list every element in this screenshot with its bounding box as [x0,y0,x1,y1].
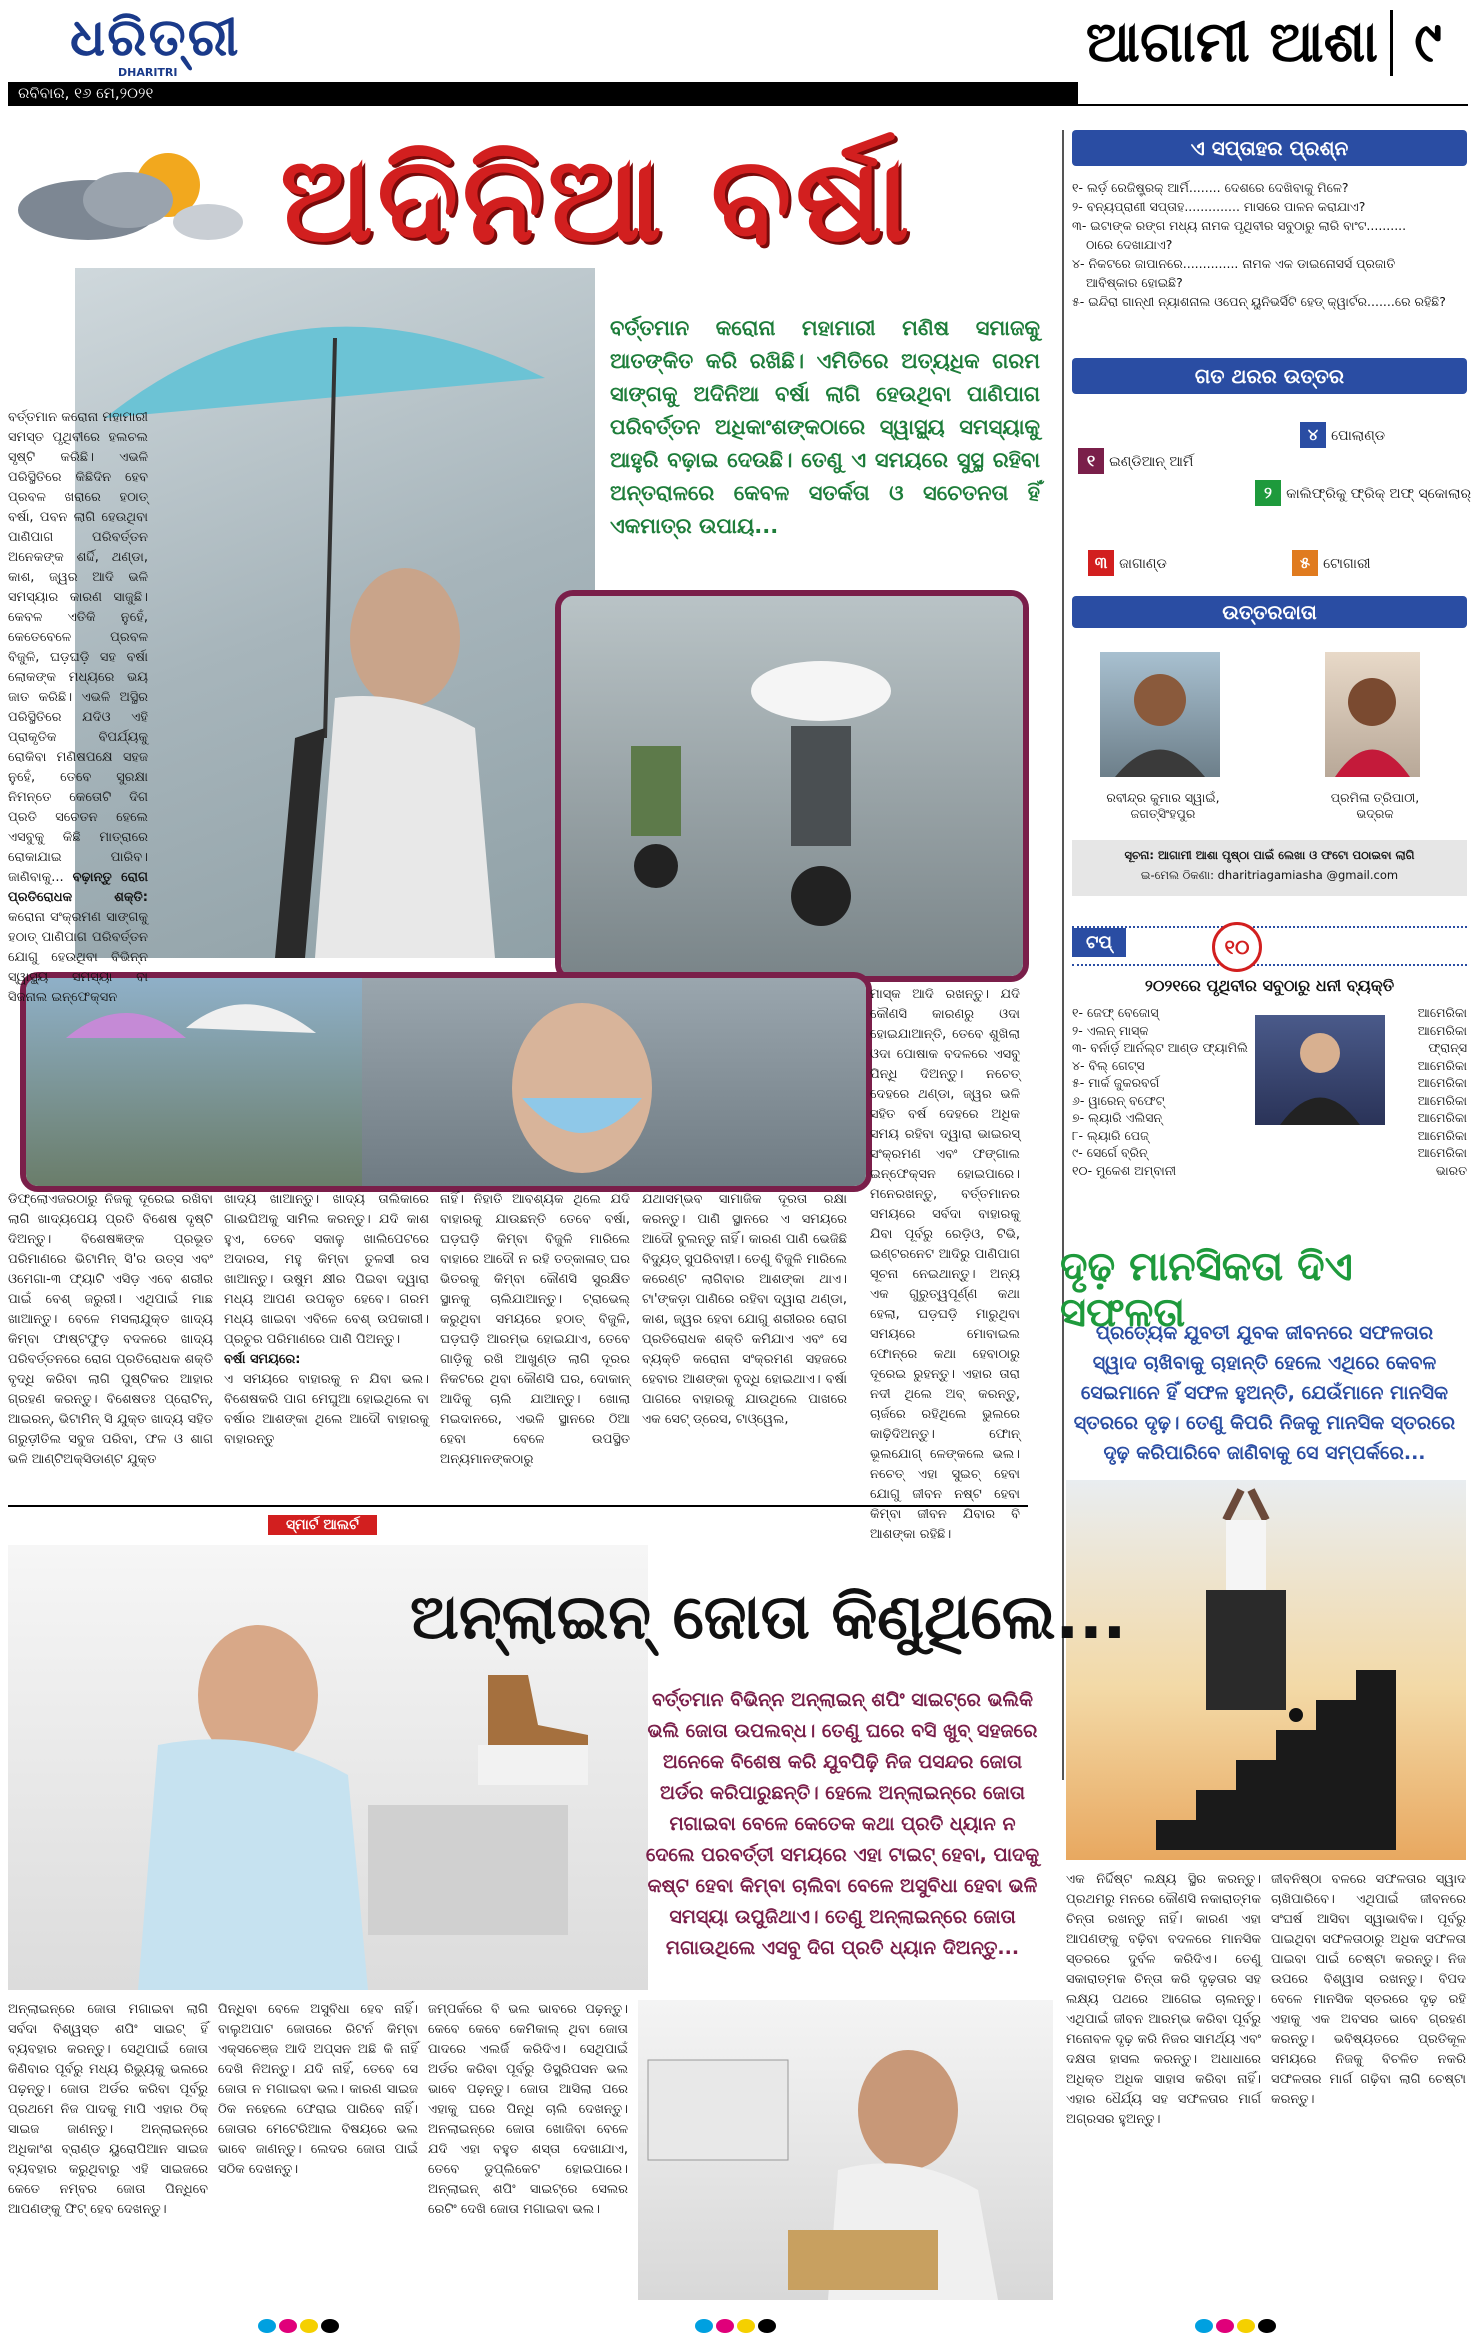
registration-marks [695,2318,779,2337]
top10-row: ୭- ଲ୍ୟାରି ଏଲିସନ୍ ଆମେରିକା [1072,1110,1467,1125]
quiz-item: ୧- ଲର୍ଡ଼ ରେଜିଷ୍ଟ୍ରକ୍ ଆର୍ମି........ ଦେଶରେ ଦେଖିବାକୁ ମିଳେ? [1072,180,1349,195]
top10-row: ୮- ଲ୍ୟାରି ପେଜ୍ ଆମେରିକା [1072,1127,1467,1143]
answer-item [1255,480,1471,506]
photo-people-umbrellas [26,978,362,1186]
answer-text: ଟୋଗାରୀ [1323,556,1371,572]
quiz-title: ଏ ସପ୍ତାହର ପ୍ରଶ୍ନ [1072,130,1467,166]
success-headline: ଦୃଢ଼ ମାନସିକତା ଦିଏ ସଫଳତା [1060,1244,1353,1336]
answer-number: ୧ [1078,448,1104,474]
lead-left-subtext: କରୋନା ସଂକ୍ରମଣ ସାଙ୍ଗକୁ ହଠାତ୍ ପାଣିପାଗ ପରିବର୍ତ୍ତନ ଯୋଗୁ ହେଉଥିବା ବିଭିନ୍ନ ସ୍ୱାସ୍ଥ୍ୟ ସମସ୍ୟା ବା ସିଜନାଲ ଇନ୍‌ଫେକ୍ସନ [8,910,148,1005]
lead-col-b-tail: ଏ ସମୟରେ ବାହାରକୁ ନ ଯିବା ଭଲ। ବିଶେଷକରି ପାଗ ମେଘୁଆ ହୋଇଥିଲେ ବା ବର୍ଷାର ଆଶଙ୍କା ଥିଲେ ଆଦୌ ବାହାରକୁ ବାହାରନ୍ତୁ [224,1372,429,1447]
shoes-col-3: ଜମ୍ପର୍କରେ ବି ଭଲ ଭାବରେ ପଢ଼ନ୍ତୁ। କେବେ କେବେ କେମିକାଲ୍ ଥିବା ଜୋତା ପାଦରେ ଏଲର୍ଜି କରିଦିଏ। ସେଥିପାଇଁ ଅର୍ଡର କରିବା ପୂର୍ବରୁ ଡିସ୍କ୍ରିପସନ ଭଲ ଭାବେ ପଢ଼ନ୍ତୁ। ଜୋତା ଆସିଲା ପରେ ଏହାକୁ ଘରେ ପିନ୍ଧି ଚାଲି ଦେଖନ୍ତୁ। ଅନଲାଇନ୍‌ରେ ଜୋତା ଖୋଜିବା ବେଳେ ଯଦି ଏହା ବହୁତ ଶସ୍ତା ଦେଖାଯାଏ, ତେବେ ଡୁପ୍ଲିକେଟ ହୋଇପାରେ। ଅନ୍‌ଲାଇନ୍ ଶପିଂ ସାଇଟ୍‌ରେ ସେଲର ରେଟିଂ ଦେଖି ଜୋତା ମଗାଇବା ଭଲ। [428,2002,628,2217]
sidebar-divider [1062,130,1064,1780]
responder-caption [1295,790,1455,822]
shoe-box-illustration [638,2000,1053,2300]
note-text: ସୂଚନା: ଆଗାମୀ ଆଶା ପୃଷ୍ଠା ପାଇଁ ଲେଖା ଓ ଫଟୋ ପଠାଇବା ଲାଗି [1124,848,1415,862]
person-avatar-icon [1325,652,1420,777]
answer-text: କାଲିଫ୍ରିକୁ ଫ୍ରିକ୍ ଅଫ୍ ସ୍କୋଲାର୍ [1286,486,1472,502]
success-intro: ପ୍ରତ୍ୟେକ ଯୁବତୀ ଯୁବକ ଜୀବନରେ ସଫଳତାର ସ୍ୱାଦ ଚାଖିବାକୁ ଚାହାନ୍ତି ହେଲେ ଏଥିରେ କେବଳ ସେଇମାନେ ହିଁ ସଫଳ ହୁଅନ୍ତି, ଯେଉଁମାନେ ମାନସିକ ସ୍ତରରେ ଦୃଢ଼। ତେଣୁ କିପରି ନିଜକୁ ମାନସିକ ସ୍ତରରେ ଦୃଢ଼ କରିପାରିବେ ଜାଣିବାକୁ ସେ ସମ୍ପର୍କରେ... [1073,1322,1456,1464]
answer-text: ପୋଲାଣ୍ଡ [1331,428,1386,444]
lead-left-subhead: ବଢ଼ାନ୍ତୁ ରୋଗ ପ୍ରତିରୋଧକ ଶକ୍ତି: [8,870,148,905]
answer-text: ଜାଗାଣ୍ଡ [1119,556,1167,572]
lead-col-d: ଯଥାସମ୍ଭବ ସାମାଜିକ ଦୂରତା ରକ୍ଷା କରନ୍ତୁ। ପାଣି ସ୍ଥାନରେ ଏ ସମୟରେ ଆଦୌ ବୁଲନ୍ତୁ ନାହିଁ। କାରଣ ପାଣି ଭେଜିଛି ବିଦ୍ୟୁତ୍ ସୁପରିବାହୀ। ତେଣୁ ବିଜୁଳି ମାରିଲେ କରେଣ୍ଟ ଲାଗିବାର ଆଶଙ୍କା ଥାଏ। ଟା'ଙ୍କଡ଼ା ପାଣିରେ ରହିବା ଦ୍ୱାରା ଥଣ୍ଡା, କାଶ, ଜ୍ୱର ହେବା ଯୋଗୁ ଶରୀରର ରୋଗ ପ୍ରତିରୋଧକ ଶକ୍ତି କମିଯାଏ ଏବଂ ସେ ବ୍ୟକ୍ତି କରୋନା ସଂକ୍ରମଣ ସହଜରେ ହେବାର ଆଶଙ୍କା ବୃଦ୍ଧି ହୋଇଥାଏ। ବର୍ଷା ପାଗରେ ବାହାରକୁ ଯାଉଥିଲେ ପାଖରେ ଏକ ସେଟ୍ ଡ୍ରେସ, ଟାଓ୍ୱେଲ, [642,1192,847,1427]
lead-intro: ବର୍ତ୍ତମାନ କରୋନା ମହାମାରୀ ମଣିଷ ସମାଜକୁ ଆତଙ୍କିତ କରି ରଖିଛି। ଏମିତିରେ ଅତ୍ୟଧିକ ଗରମ ସାଙ୍ଗକୁ ଅଦିନିଆ ବର୍ଷା ଲାଗି ହେଉଥିବା ପାଣିପାଗ ପରିବର୍ତ୍ତନ ଅଧିକାଂଶଙ୍କଠାରେ ସ୍ୱାସ୍ଥ୍ୟ ସମସ୍ୟାକୁ ଆହୁରି ବଢ଼ାଇ ଦେଉଛି। ତେଣୁ ଏ ସମୟରେ ସୁସ୍ଥ ରହିବା ଅନ୍ତରାଳରେ କେବଳ ସତର୍କତା ଓ ସଚେତନତା ହିଁ ଏକମାତ୍ର ଉପାୟ... [610,316,1040,538]
page-number: ୯ [1390,10,1463,76]
section-title: ଆଗାମୀ ଆଶା [1085,10,1378,75]
top10-row: ୧- ଜେଫ୍ ବେଜୋସ୍ ଆମେରିକା [1072,1005,1467,1020]
lead-left-column [8,408,148,1008]
quiz-item: ୫- ଇନ୍ଦିରା ଗାନ୍ଧୀ ନ୍ୟାଶନାଲ ଓପେନ୍ ୟୁନିଭର୍ସିଟି ହେଡ୍ କ୍ୱାର୍ଟର.......ରେ ରହିଛି? [1072,294,1446,309]
answer-number: ୨ [1255,480,1281,506]
answer-text: ଇଣ୍ଡିଆନ୍ ଆର୍ମି [1109,454,1194,470]
success-col-2: ଜୀବନିଷ୍ଠା ବଳରେ ସଫଳତାର ସ୍ୱାଦ ଚାଖିପାରିବେ। ଏଥିପାଇଁ ଜୀବନରେ ସଂଘର୍ଷ ଆସିବା ସ୍ୱାଭାବିକ। ପୂର୍ବରୁ ପାଇଥିବା ସଫଳତାଠାରୁ ଅଧିକ ସଫଳତା ପାଇବା ପାଇଁ ଚେଷ୍ଟା କରନ୍ତୁ। ନିଜ ଉପରେ ବିଶ୍ୱାସ ରଖନ୍ତୁ। ବିପଦ ବେଳେ ମାନସିକ ସ୍ତରରେ ଦୃଢ଼ ରହି ଏହାକୁ ଏକ ଅବସର ଭାବେ ଗ୍ରହଣ କରନ୍ତୁ। ଭବିଷ୍ୟତରେ ପ୍ରତିକୂଳ ସମୟରେ ନିଜକୁ ବିଚଳିତ ନକରି ସଫଳତାର ମାର୍ଗ ଗଢ଼ିବା ଲାଗି ଚେଷ୍ଟା କରନ୍ତୁ। [1271,1872,1466,2107]
shoes-headline: ଅନ୍‌ଲାଇନ୍ ଜୋତା କିଣୁଥିଲେ... [410,1580,1127,1653]
responders-title: ଉତ୍ତରଦାତା [1072,596,1467,628]
top10-title: ୨୦୨୧ରେ ପୃଥିବୀର ସବୁଠାରୁ ଧନୀ ବ୍ୟକ୍ତି [1144,976,1395,995]
quiz-item: ୨- ବନ୍ୟପ୍ରାଣୀ ସପ୍ତାହ.............. ମାସରେ ପାଳନ କରାଯାଏ? [1072,199,1366,214]
lead-col-c: ନାହିଁ। ନିହାତି ଆବଶ୍ୟକ ଥିଲେ ଯଦି ବାହାରକୁ ଯାଉଛନ୍ତି ତେବେ ବର୍ଷା, ଘଡ଼ଘଡ଼ି କିମ୍ବା ବିଜୁଳି ମାରିଲେ ବାହାରେ ଆଦୌ ନ ରହି ତତ୍କାଳାତ୍ ଘର ଭିତରକୁ କିମ୍ବା କୌଣସି ସୁରକ୍ଷିତ ସ୍ଥାନକୁ ଚାଲିଯାଆନ୍ତୁ। ଟ୍ରାଭେଲ୍ କରୁଥିବା ସମୟରେ ହଠାତ୍ ବିଜୁଳି, ଘଡ଼ଘଡ଼ି ଆରମ୍ଭ ହୋଇଯାଏ, ତେବେ ଗାଡ଼ିକୁ ରଖି ଆଖୁଣ୍ଡ ଲାଗି ଦୂରର ନିକଟରେ ଥିବା କୌଣସି ଘର, ଦୋକାନ୍ ଆଦିକୁ ଚାଲି ଯାଆନ୍ତୁ। ଖୋଲା ମଇଦାନରେ, ଏଭଳି ସ୍ଥାନରେ ଠିଆ ହେବା ବେଳେ ଉପସ୍ଥିତ ଅନ୍ୟମାନଙ୍କଠାରୁ [440,1192,630,1467]
dateline: ରବିବାର, ୧୬ ମେ,୨୦୨୧ [8,82,1078,104]
top10-row: ୯- ସେର୍ଗେ ବ୍ରିନ୍ ଆମେରିକା [1072,1145,1467,1160]
masthead-rule [8,104,1468,106]
section-tag: ସ୍ମାର୍ଟ ଆଲର୍ଟ [268,1515,377,1535]
top10-row: ୬- ୱାରେନ୍ ବଫେଟ୍ ଆମେରିକା [1072,1092,1467,1108]
responder-photo [1325,652,1420,777]
photo-woman-umbrella [75,268,595,958]
photo-woman-shoe-box [638,2000,1053,2300]
lead-col-e: ମାସ୍କ ଆଦି ରଖନ୍ତୁ। ଯଦି କୌଣସି କାରଣରୁ ଓଦା ହୋଇଯାଆନ୍ତି, ତେବେ ଶୁଖିଲା ଓଦା ପୋଷାକ ବଦଳରେ ଏସବୁ ପିନ୍ଧି ଦିଅନ୍ତୁ। ନଚେତ୍ ଦେହରେ ଥଣ୍ଡା, ଜ୍ୱର ଭଳି ସହିତ ବର୍ଷ ଦେହରେ ଅଧିକ ସମୟ ରହିବା ଦ୍ୱାରା ଭାଇରସ୍ ସଂକ୍ରମଣ ଏବଂ ଫଙ୍ଗାଲ ଇନ୍‌ଫେକ୍ସନ ହୋଇପାରେ। ମନେରଖନ୍ତୁ, ବର୍ତ୍ତମାନର ସମୟରେ ସର୍ବଦା ବାହାରକୁ ଯିବା ପୂର୍ବରୁ ରେଡ଼ିଓ, ଟିଭି, ଇଣ୍ଟରନେଟ ଆଦିରୁ ପାଣିପାଗ ସୂଚନା ନେଇଥାନ୍ତୁ। ଅନ୍ୟ ଏକ ଗୁରୁତ୍ୱପୂର୍ଣ୍ଣ କଥା ହେଲା, ଘଡ଼ଘଡ଼ି ମାରୁଥିବା ସମୟରେ ମୋବାଇଲ ଫୋନ୍‌ରେ କଥା ହେବାଠାରୁ ଦୂରେଇ ରୁହନ୍ତୁ। ଏହାର ତାରା ନଦୀ ଥିଲେ ଅବ୍ କରନ୍ତୁ, ଚାର୍ଜରେ ରହିଥିଲେ ଭୁଲରେ କାଢ଼ିଦିଅନ୍ତୁ। ଫୋନ୍ ଭୂଲଯୋଗ୍ ଳେଙ୍କଲେ ଭଲ। ନଚେତ୍ ଏହା ସୁଇଚ୍ ହେବା ଯୋଗୁ ଜୀବନ ନଷ୍ଟ ହେବା କିମ୍ବା ଜୀବନ ଯିବାର ବି ଆଶଙ୍କା ରହିଛି। [870,987,1020,1542]
responder-photo [1100,652,1220,777]
lead-headline: ଅଦିନିଆ ବର୍ଷା [280,130,914,268]
answer-item [1292,550,1371,576]
person-avatar-icon [1100,652,1220,777]
top10-banner [1072,926,1467,966]
success-stairs-illustration [1066,1480,1466,1860]
note-email: ଇ-ମେଲ ଠିକଣା: dharitriagamiasha @gmail.com [1140,868,1399,882]
masked-man-illustration [362,978,862,1174]
submission-note [1072,840,1467,896]
section-divider [8,1505,1028,1507]
answers-title: ଗତ ଥରର ଉତ୍ତର [1072,358,1467,394]
answer-item [1300,422,1385,448]
answer-item [1078,448,1193,474]
answer-number: ୫ [1292,550,1318,576]
answer-number: ୪ [1300,422,1326,448]
motorbike-rider-illustration [561,596,1023,976]
newspaper-logo: ଧରିତ୍ରୀ [70,8,241,68]
registration-marks [1195,2318,1279,2337]
lead-col-b-subhead: ବର୍ଷା ସମୟରେ: [224,1352,301,1367]
success-col-1: ଏକ ନିର୍ଦ୍ଦିଷ୍ଟ ଲକ୍ଷ୍ୟ ସ୍ଥିର କରନ୍ତୁ। ପ୍ରଥମରୁ ମନରେ କୌଣସି ନକାରାତ୍ମକ ଚିନ୍ତା ରଖନ୍ତୁ ନାହିଁ। କାରଣ ଏହା ଆପଣଙ୍କୁ ବଢ଼ିବା ବଦଳରେ ମାନସିକ ସ୍ତରରେ ଦୁର୍ବଳ କରିଦିଏ। ତେଣୁ ସକାରାତ୍ମକ ଚିନ୍ତା କରି ଦୃଢ଼ତାର ସହ ଲକ୍ଷ୍ୟ ପଥରେ ଆଗେଇ ଚାଲନ୍ତୁ। ଏଥିପାଇଁ ଜୀବନ ଆରମ୍ଭ କରିବା ପୂର୍ବରୁ ମନୋବଳ ଦୃଢ଼ କରି ନିଜର ସାମର୍ଥ୍ୟ ଏବଂ ଦକ୍ଷତା ହାସଲ କରନ୍ତୁ। ଅଧାଧାରେ ଅଧିକ୍ତ ଅଧିକ ସାହାସ କରିବା ନାହିଁ। ଏହାର ଧୈର୍ଯ୍ୟ ସହ ସଫଳତାର ମାର୍ଗ ଅଗ୍ରସର ହୁଅନ୍ତୁ। [1066,1872,1261,2127]
photo-success-climb [1066,1480,1466,1860]
top10-label: ଟପ୍ [1072,928,1126,957]
top10-row: ୨- ଏଲନ୍ ମାସ୍କ ଆମେରିକା [1072,1022,1467,1038]
registration-marks [258,2318,342,2337]
quiz-item: ଆବିଷ୍କାର ହୋଇଛି? [1086,275,1183,290]
photo-frame-rain-street [555,590,1029,982]
photo-man-mask [362,978,866,1186]
responder-place: ଜଗତ୍‌ସିଂହପୁର [1130,806,1196,821]
quiz-list [1072,178,1467,311]
photo-rain-street [561,596,1023,976]
lead-col-b [224,1190,429,1450]
shoes-intro: ବର୍ତ୍ତମାନ ବିଭିନ୍ନ ଅନ୍‌ଲାଇନ୍ ଶପିଂ ସାଇଟ୍‌ରେ ଭଲିକି ଭଲି ଜୋତା ଉପଲବ୍ଧ। ତେଣୁ ଘରେ ବସି ଖୁବ୍ ସହଜରେ ଅନେକେ ବିଶେଷ କରି ଯୁବପିଢ଼ି ନିଜ ପସନ୍ଦର ଜୋତା ଅର୍ଡର କରିପାରୁଛନ୍ତି। ହେଲେ ଅନ୍‌ଲାଇନ୍‌ରେ ଜୋତା ମଗାଇବା ବେଳେ କେତେକ କଥା ପ୍ରତି ଧ୍ୟାନ ନ ଦେଲେ ପରବର୍ତ୍ତୀ ସମୟରେ ଏହା ଟାଇଟ୍ ହେବା, ପାଦକୁ କଷ୍ଟ ହେବା କିମ୍ବା ଚାଲିବା ବେଳେ ଅସୁବିଧା ହେବା ଭଳି ସମସ୍ୟା ଉପୁଜିଥାଏ। ତେଣୁ ଅନ୍‌ଲାଇନ୍‌ରେ ଜୋତା ମଗାଉଥିଲେ ଏସବୁ ଦିଗ ପ୍ରତି ଧ୍ୟାନ ଦିଅନ୍ତୁ... [645,1689,1040,1959]
top10-row: ୧୦- ମୁକେଶ ଅମ୍ବାନୀ ଭାରତ [1072,1162,1467,1178]
responder-caption [1078,790,1248,822]
top10-row: ୫- ମାର୍କ ଜୁକରବର୍ଗ ଆମେରିକା [1072,1075,1467,1090]
person-avatar-icon [1255,1015,1385,1125]
lead-col-a: ଡିଫ୍ଲୋଏଜରଠାରୁ ନିଜକୁ ଦୂରେଇ ରଖିବା ଲାଗି ଖାଦ୍ୟପେୟ ପ୍ରତି ବିଶେଷ ଦୃଷ୍ଟି ଦିଅନ୍ତୁ। ବିଶେଷଜ୍ଞଙ୍କ ପ୍ରଭୂତ ପରିମାଣରେ ଭିଟାମିନ୍ ସି'ର ଉତ୍ସ ଏବଂ ଓମେଗା-୩ ଫ୍ୟାଟି ଏସିଡ଼ ଏବେ ଶରୀର ପାଇଁ ବେଶ୍ ଜରୁରୀ। ଏଥିପାଇଁ ମାଛ ଖାଆନ୍ତୁ। ବେଳେ ମସଲାଯୁକ୍ତ ଖାଦ୍ୟ କିମ୍ବା ଫାଷ୍ଟଫୁଡ଼ ବଦଳରେ ଖାଦ୍ୟ ପରିବର୍ତ୍ତନରେ ରୋଗ ପ୍ରତିରୋଧକ ଶକ୍ତି ବୃଦ୍ଧି କରିବା ଲାଗି ପୁଷ୍ଟିକର ଆହାର ଗ୍ରହଣ କରନ୍ତୁ। ବିଶେଷତଃ ପ୍ରୋଟିନ୍, ଆଇରନ୍, ଭିଟାମିନ୍ ସି ଯୁକ୍ତ ଖାଦ୍ୟ ସହିତ ଗରୁଡ଼ୀତିଲ ସବୁଜ ପରିବା, ଫଳ ଓ ଶାଗ ଭଳି ଆଣ୍ଟିଅକ୍ସିଡାଣ୍ଟ ଯୁକ୍ତ [8,1192,213,1467]
quiz-item: ୩- ଇଟାଙ୍କ ରଙ୍ଗ ମଧ୍ୟ ନାମକ ପୃଥିବୀର ସବୁଠାରୁ ଲାରି ବାଂଟ.......... [1072,218,1407,233]
top10-row: ୪- ବିଲ୍ ଗେଟ୍ସ ଆମେରିକା [1072,1057,1467,1073]
lead-col-b-text: ଖାଦ୍ୟ ଖାଆନ୍ତୁ। ଖାଦ୍ୟ ତାଲିକାରେ ଗାଈଘିଅକୁ ସାମିଲ କରନ୍ତୁ। ଯଦି କାଶ ହୁଏ, ତେବେ ସକାଳୁ ଖାଲିପେଟରେ ଅଦାରସ, ମହୁ କିମ୍ବା ତୁଳସୀ ରସ ଖାଆନ୍ତୁ। ଉଷୁମ କ୍ଷୀର ପିଇବା ଦ୍ୱାରା ମଧ୍ୟ ଆପଣ ଉପକୃତ ହେବେ। ଗରମ ମଧ୍ୟ ଖାଇବା ଏବିଳେ ବେଶ୍ ଉପକାରୀ। ପ୍ରଚୁର ପରିମାଣରେ ପାଣି ପିଅନ୍ତୁ। [224,1192,429,1347]
answer-item [1088,550,1167,576]
weather-cloud-sun-icon [8,140,248,250]
top10-row: ୩- ବର୍ନାର୍ଡ଼ ଆର୍ନଲ୍ଟ ଆଣ୍ଡ ଫ୍ୟାମିଲି ଫ୍ରାନ୍ସ [1072,1040,1467,1055]
shoes-col-1: ଅନ୍‌ଲାଇନ୍‌ରେ ଜୋତା ମଗାଇବା ଲାଗି ସର୍ବଦା ବିଶ୍ୱସ୍ତ ଶପିଂ ସାଇଟ୍ ହିଁ ବ୍ୟବହାର କରନ୍ତୁ। ସେଥିପାଇଁ ଜୋତା କିଣିବାର ପୂର୍ବରୁ ମଧ୍ୟ ରିଭ୍ୟୁକୁ ଭଲରେ ପଢ଼ନ୍ତୁ। ଜୋତା ଅର୍ଡର କରିବା ପୂର୍ବରୁ ପ୍ରଥମେ ନିଜ ପାଦକୁ ମାପି ଏହାର ଠିକ୍ ସାଇଜ ଜାଣନ୍ତୁ। ଅନ୍‌ଲାଇନ୍‌ରେ ଅଧିକାଂଶ ବ୍ରାଣ୍ଡ ୟୁରୋପିଆନ ସାଇଜ ବ୍ୟବହାର କରୁଥିବାରୁ ଏହି ସାଇଜରେ କେତେ ନମ୍ବର ଜୋତା ପିନ୍ଧିବେ ଆପଣଙ୍କୁ ଫିଟ୍ ହେବ ଦେଖନ୍ତୁ। [8,2002,208,2217]
quiz-item: ୪- ନିକଟରେ ଜାପାନରେ.............. ନାମକ ଏକ ଡାଇନୋସର୍ସ ପ୍ରଜାତି [1072,256,1396,271]
lead-left-text: ବର୍ତ୍ତମାନ କରୋନା ମହାମାରୀ ସମସ୍ତ ପୃଥିବୀରେ ହଲଚଲ ସୃଷ୍ଟି କରିଛି। ଏଭଳି ପରିସ୍ଥିତିରେ କିଛିଦିନ ହେବ ପ୍ରବଳ ଖରାରେ ହଠାତ୍ ବର୍ଷା, ପବନ ଲାଗି ହେଉଥିବା ପାଣିପାଗ ପରିବର୍ତ୍ତନ ଅନେକଙ୍କ ଶର୍ଦ୍ଦି, ଥଣ୍ଡା, କାଶ, ଜ୍ୱର ଆଦି ଭଳି ସମସ୍ୟାର କାରଣ ସାଜୁଛି। କେବଳ ଏତିକି ନୁହେଁ, କେତେବେଳେ ପ୍ରବଳ ବିଜୁଳି, ଘଡ଼ଘଡ଼ି ସହ ବର୍ଷା ଲୋକଙ୍କ ମଧ୍ୟରେ ଭୟ ଜାତ କରିଛି। ଏଭଳି ଅସ୍ଥିର ପରିସ୍ଥିତିରେ ଯଦିଓ ଏହି ପ୍ରାକୃତିକ ବିପର୍ଯ୍ୟକୁ ରୋକିବା ମଣିଷପକ୍ଷେ ସହଜ ନୁହେଁ, ତେବେ ସୁରକ୍ଷା ନିମନ୍ତେ କେତୋଟି ଦିଗ ପ୍ରତି ସଚେତନ ହେଲେ ଏସବୁକୁ କିଛି ମାତ୍ରାରେ ରୋକାଯାଇ ପାରିବ। ଜାଣିବାକୁ... [8,410,148,885]
photo-richest-person [1255,1015,1385,1125]
responder-place: ଭଦ୍ରକ [1356,806,1394,821]
responder-name: ପ୍ରମିଳା ତ୍ରିପାଠୀ, [1330,790,1420,805]
newspaper-logo-sub: DHARITRI [118,66,178,79]
top10-number: ୧୦ [1212,922,1262,972]
umbrella-illustration [75,268,595,958]
shoes-col-2: ପିନ୍ଧିବା ବେଳେ ଅସୁବିଧା ହେବ ନାହିଁ। ବାଲୁଅପାଟ ଜୋତାରେ ରିଟର୍ନ କିମ୍ବା ଏକ୍ସଚେଞ୍ଜ ଆଦି ଅପ୍ସନ ଅଛି କି ନାହିଁ ଦେଖି ନିଅନ୍ତୁ। ଯଦି ନାହିଁ, ତେବେ ସେ ଜୋତା ନ ମଗାଇବା ଭଲ। କାରଣ ସାଇଜ ଠିକ ନହେଲେ ଫେରାଇ ପାରିବେ ନାହିଁ। ଜୋତାର ମେଟେରିଆଲ ବିଷୟରେ ଭଲ ଭାବେ ଜାଣନ୍ତୁ। ଲେଦର ଜୋତା ପାଇଁ ସଠିକ ଦେଖନ୍ତୁ। [218,2002,418,2177]
answer-number: ୩ [1088,550,1114,576]
responder-name: ରବୀନ୍ଦ୍ର କୁମାର ସ୍ୱାଇଁ, [1106,790,1220,805]
quiz-item: ଠାରେ ଦେଖାଯାଏ? [1086,237,1173,252]
